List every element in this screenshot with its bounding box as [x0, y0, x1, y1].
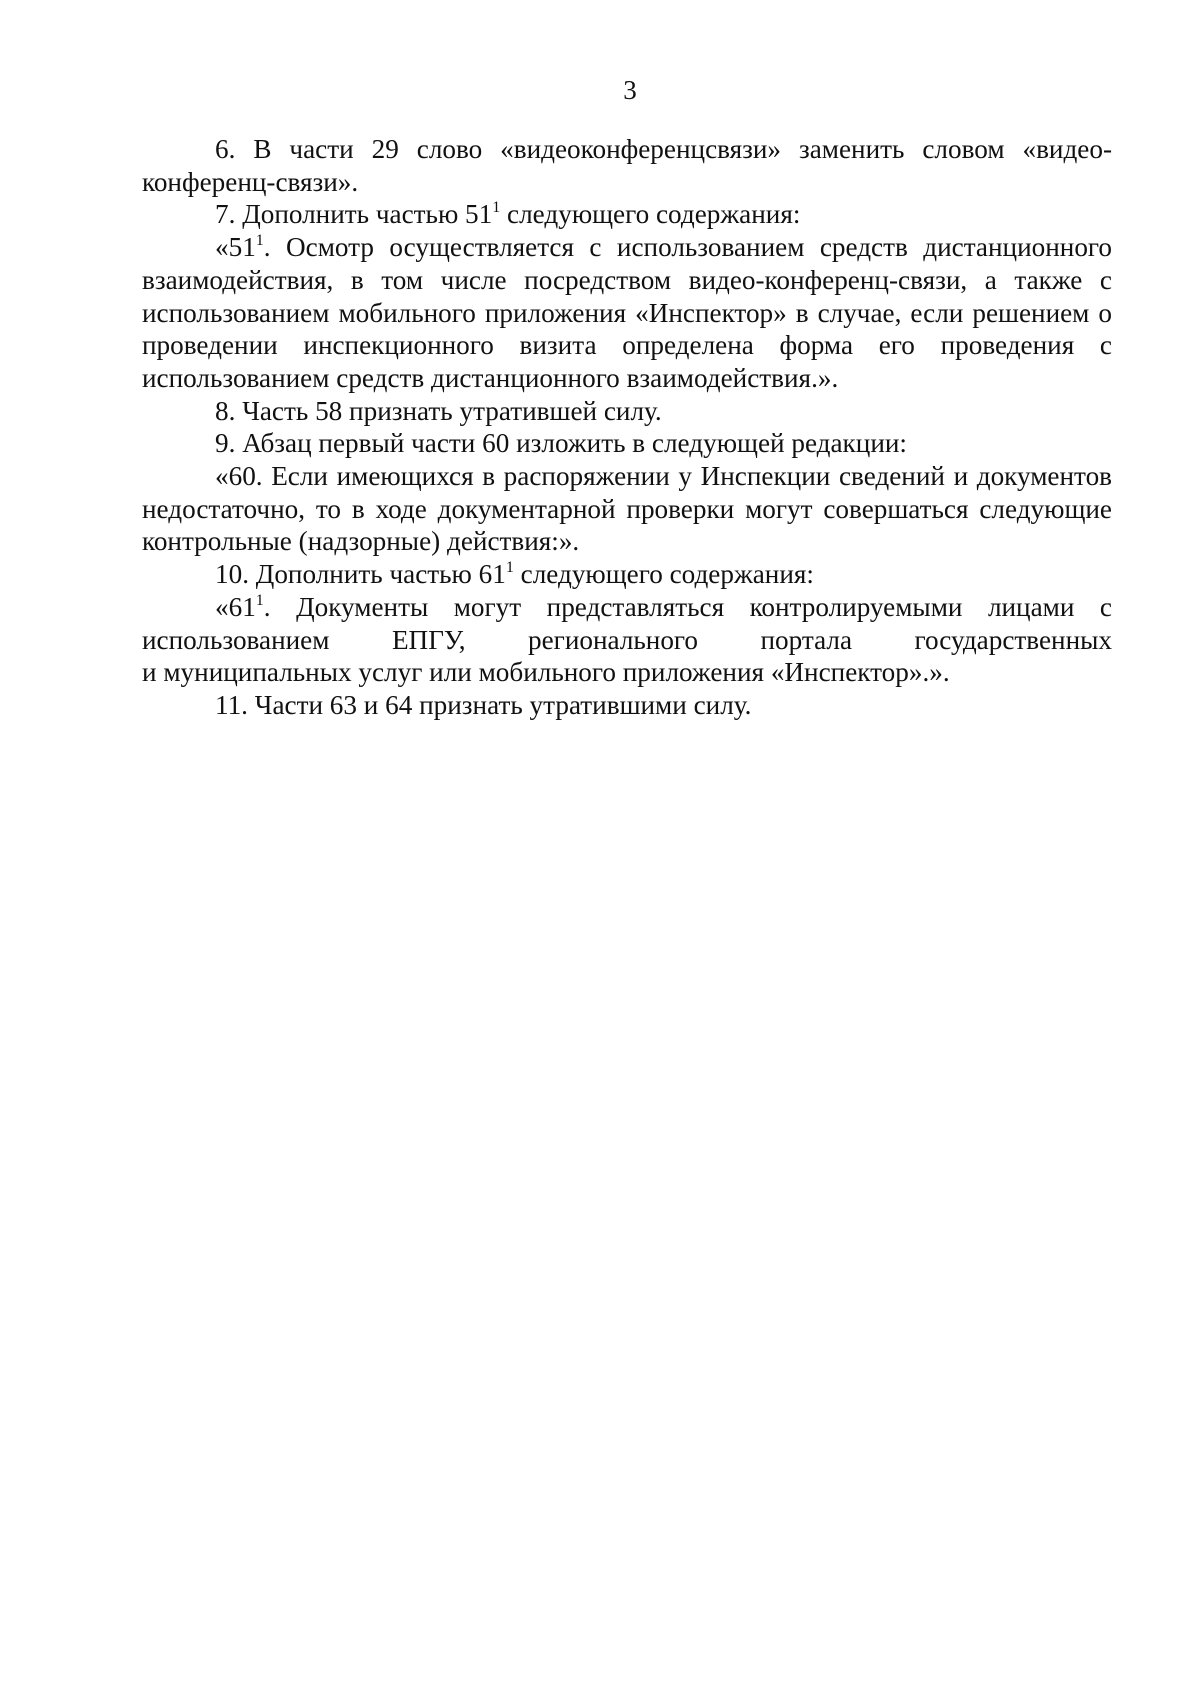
superscript-mark: 1 [255, 232, 264, 250]
paragraph-quote-51-1: «$51^1$. Осмотр осуществляется с использованием средств дистанционного взаимодействия, в том числе посредством видео-конференц-связи, а также с использованием мобильного приложения «Инспектор» в случае, если решением о проведении инспекционного визита определена форма его проведения с использованием средств дистанционного взаимодействия.». [142, 232, 1112, 393]
paragraph-item-6: 6. В части 29 слово «видеоконференцсвязи» заменить словом «видео-конференц-связи». [142, 134, 1112, 197]
superscript-mark: 1 [505, 559, 514, 577]
paragraph-quote-61-1-continued: и муниципальных услуг или мобильного приложения «Инспектор».». [142, 657, 950, 688]
superscript-mark: 1 [255, 591, 264, 609]
page-number: 3 [623, 75, 637, 105]
document-body [142, 133, 1112, 722]
paragraph-item-11: 11. Части 63 и 64 признать утратившими силу. [215, 689, 752, 720]
paragraph-item-7: 7. Дополнить частью $51^1$ следующего содержания: [215, 199, 801, 230]
superscript-mark: 1 [492, 199, 501, 217]
paragraph-quote-60: «60. Если имеющихся в распоряжении у Инспекции сведений и документов недостаточно, то в ходе документарной проверки могут совершаться следующие контрольные (надзорные) действия:». [142, 461, 1112, 557]
paragraph-item-8: 8. Часть 58 признать утратившей силу. [215, 395, 662, 426]
paragraph-item-10: 10. Дополнить частью $61^1$ следующего содержания: [215, 559, 814, 590]
paragraph-quote-61-1: «$61^1$. Документы могут представляться контролируемыми лицами с использованием ЕПГУ, регионального портала государственных [142, 591, 1112, 655]
paragraph-item-9: 9. Абзац первый части 60 изложить в следующей редакции: [215, 428, 907, 459]
